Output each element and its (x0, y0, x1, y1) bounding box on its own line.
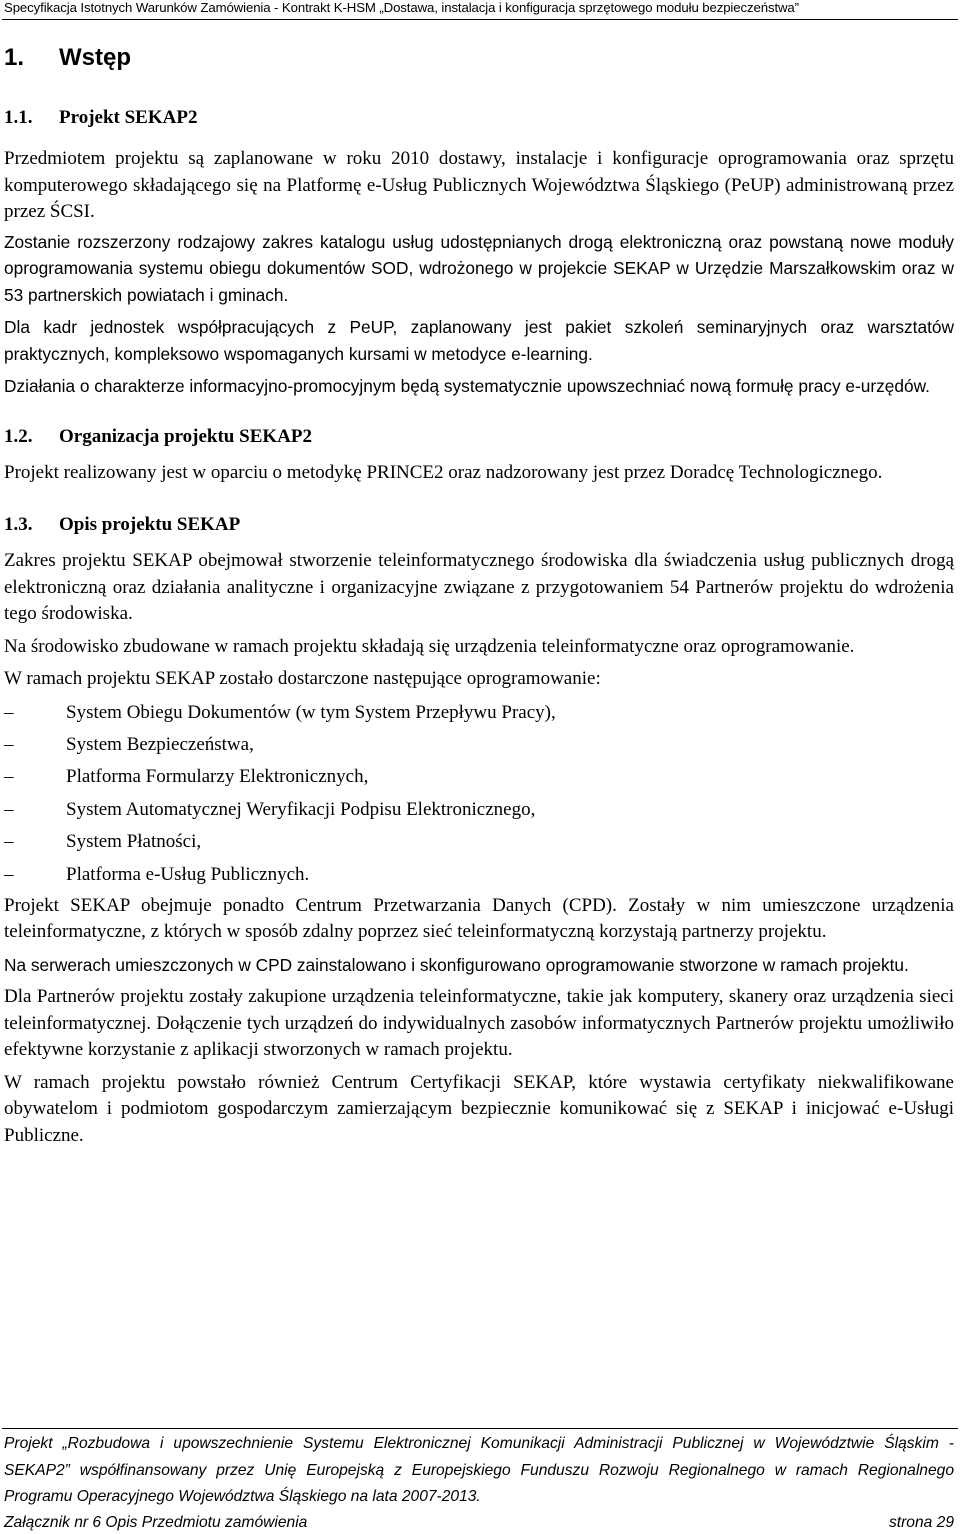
paragraph: Na środowisko zbudowane w ramach projektu składają się urządzenia teleinformatyczne oraz oprogramowanie. (4, 634, 954, 661)
section-title: Wstęp (59, 44, 131, 71)
section-heading-1-3 (4, 511, 954, 539)
section-title: Organizacja projektu SEKAP2 (59, 426, 312, 447)
header-rule (2, 19, 958, 20)
paragraph: Projekt realizowany jest w oparciu o metodykę PRINCE2 oraz nadzorowany jest przez Doradcę Technologicznego. (4, 460, 954, 487)
dash-marker: – (4, 859, 66, 891)
section-heading-1-2 (4, 423, 954, 451)
page-number: strona 29 (889, 1511, 954, 1534)
dash-marker: – (4, 697, 66, 729)
content (4, 38, 954, 1149)
section-number: 1.2. (4, 423, 59, 451)
dash-marker: – (4, 794, 66, 826)
software-list (4, 697, 954, 891)
footer-row (4, 1511, 954, 1534)
paragraph: W ramach projektu SEKAP zostało dostarczone następujące oprogramowanie: (4, 666, 954, 693)
section-heading-1 (4, 38, 954, 78)
running-header: Specyfikacja Istotnych Warunków Zamówienia - Kontrakt K-HSM „Dostawa, instalacja i konfiguracja sprzętowego modułu bezpieczeństwa” (0, 0, 960, 18)
section-heading-1-1 (4, 104, 954, 132)
paragraph: Przedmiotem projektu są zaplanowane w roku 2010 dostawy, instalacje i konfiguracje oprogramowania oraz sprzętu komputerowego składającego się na Platformę e-Usług Publicznych Województwa Śląskiego (PeUP) administrowaną przez przez ŚCSI. (4, 146, 954, 226)
section-title: Projekt SEKAP2 (59, 107, 197, 128)
section-number: 1.1. (4, 104, 59, 132)
list-item: – Platforma e-Usług Publicznych. (4, 859, 954, 891)
footer-rule (2, 1428, 958, 1429)
paragraph: Dla Partnerów projektu zostały zakupione urządzenia teleinformatyczne, takie jak komputery, skanery oraz urządzenia sieci teleinformatycznej. Dołączenie tych urządzeń do indywidualnych zasobów informatycznych Partnerów projektu umożliwiło efektywne korzystanie z aplikacji stworzonych w ramach projektu. (4, 984, 954, 1064)
section-title: Opis projektu SEKAP (59, 514, 240, 535)
attachment-label: Załącznik nr 6 Opis Przedmiotu zamówienia (4, 1511, 307, 1534)
paragraph: Dla kadr jednostek współpracujących z PeUP, zaplanowany jest pakiet szkoleń seminaryjnych oraz warsztatów praktycznych, kompleksowo wspomaganych kursami w metodyce e-learning. (4, 314, 954, 367)
list-item: – Platforma Formularzy Elektronicznych, (4, 761, 954, 793)
paragraph: Na serwerach umieszczonych w CPD zainstalowano i skonfigurowano oprogramowanie stworzone w ramach projektu. (4, 952, 954, 979)
paragraph: Zostanie rozszerzony rodzajowy zakres katalogu usług udostępnianych drogą elektroniczną oraz powstaną nowe moduły oprogramowania systemu obiegu dokumentów SOD, wdrożonego w projekcie SEKAP w Urzędzie Marszałkowskim oraz w 53 partnerskich powiatach i gminach. (4, 229, 954, 309)
section-number: 1.3. (4, 511, 59, 539)
list-item: – System Płatności, (4, 826, 954, 858)
section-number: 1. (4, 38, 59, 78)
dash-marker: – (4, 729, 66, 761)
list-item: – System Bezpieczeństwa, (4, 729, 954, 761)
paragraph: Zakres projektu SEKAP obejmował stworzenie teleinformatycznego środowiska dla świadczenia usług publicznych drogą elektroniczną oraz działania analityczne i organizacyjne związane z przygotowaniem 54 Partnerów projektu do wdrożenia tego środowiska. (4, 548, 954, 628)
paragraph: Projekt SEKAP obejmuje ponadto Centrum Przetwarzania Danych (CPD). Zostały w nim umieszczone urządzenia teleinformatyczne, z których w sposób zdalny poprzez sieć teleinformatyczną korzystają partnerzy projektu. (4, 893, 954, 946)
dash-marker: – (4, 761, 66, 793)
paragraph: W ramach projektu powstało również Centrum Certyfikacji SEKAP, które wystawia certyfikaty niekwalifikowane obywatelom i podmiotom gospodarczym zamierzającym bezpiecznie komunikować się z SEKAP i inicjować e-Usługi Publiczne. (4, 1070, 954, 1150)
funding-note: Projekt „Rozbudowa i upowszechnienie Systemu Elektronicznej Komunikacji Administracji Publicznej w Województwie Śląskim - SEKAP2” współfinansowany przez Unię Europejską z Europejskiego Funduszu Rozwoju Regionalnego w ramach Regionalnego Programu Operacyjnego Województwa Śląskiego na lata 2007-2013. (4, 1431, 954, 1511)
paragraph: Działania o charakterze informacyjno-promocyjnym będą systematycznie upowszechniać nową formułę pracy e-urzędów. (4, 373, 954, 400)
page-footer (4, 1431, 954, 1534)
dash-marker: – (4, 826, 66, 858)
list-item: – System Automatycznej Weryfikacji Podpisu Elektronicznego, (4, 794, 954, 826)
list-item: – System Obiegu Dokumentów (w tym System Przepływu Pracy), (4, 697, 954, 729)
